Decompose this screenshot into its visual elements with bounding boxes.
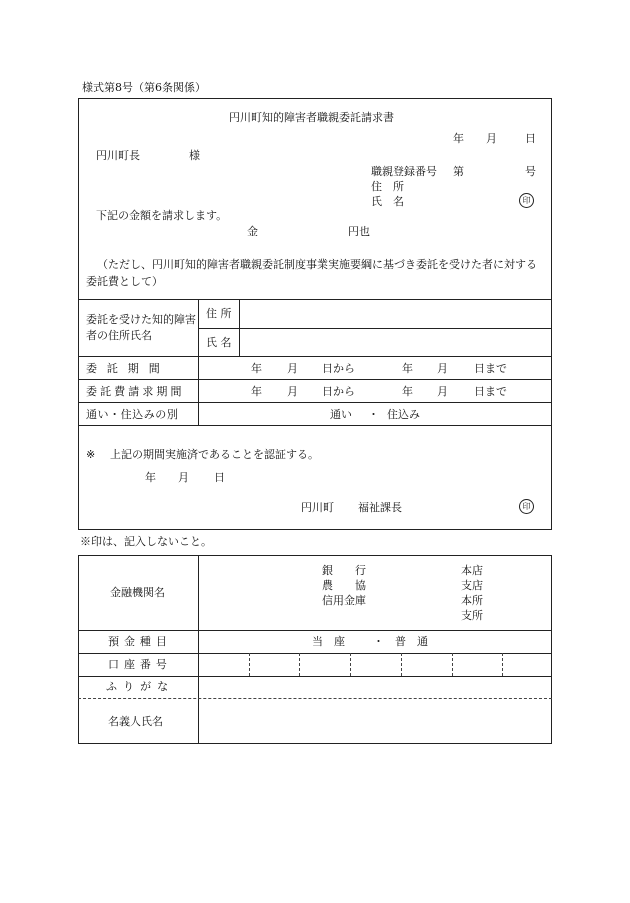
date-month: 月 [486, 132, 497, 145]
account-holder-label: 名義人氏名 [108, 715, 163, 728]
account-digit-separator [452, 653, 453, 676]
commute-label: 通い・住込みの別 [86, 408, 179, 421]
period-label: 委託期間 [86, 362, 170, 375]
deposit-type-label: 預金種目 [108, 635, 172, 648]
branch-head: 本店 [461, 564, 483, 577]
account-digit-separator [249, 653, 250, 676]
divider [78, 356, 552, 357]
footnote: ※印は、記入しないこと。 [80, 535, 212, 548]
certification-month: 月 [178, 471, 189, 484]
account-number-label: 口座番号 [108, 658, 172, 671]
seal-mark [519, 193, 534, 208]
deposit-option-ordinary: 普 通 [395, 635, 428, 648]
institution-label: 金融機関名 [110, 586, 165, 599]
certification-day: 日 [214, 471, 225, 484]
divider [78, 425, 552, 426]
client-name-label: 氏 名 [206, 336, 232, 349]
commute-option-commute: 通い [330, 408, 352, 421]
certification-title: 福祉課長 [358, 501, 402, 514]
client-label: 委託を受けた知的障害者の住所氏名 [86, 313, 196, 342]
divider [78, 676, 552, 677]
deposit-separator: ・ [373, 635, 384, 648]
name-label: 氏 名 [371, 195, 404, 208]
divider [78, 653, 552, 654]
amount-unit: 円也 [348, 225, 370, 238]
account-digit-separator [502, 653, 503, 676]
account-digit-separator [350, 653, 351, 676]
seal-icon: 印 [519, 499, 534, 514]
column-divider [239, 299, 240, 356]
date-day: 日 [525, 132, 536, 145]
certification-year: 年 [145, 471, 156, 484]
form-number: 様式第8号（第6条関係） [82, 81, 206, 94]
honorific: 様 [189, 149, 200, 162]
branch-sub-office: 支所 [461, 609, 483, 622]
divider [78, 379, 552, 380]
document-title: 円川町知的障害者職親委託請求書 [229, 111, 394, 124]
billing-from-year: 年 [251, 385, 262, 398]
period-to-month: 月 [437, 362, 448, 375]
billing-from-day: 日から [322, 385, 355, 398]
period-from-day: 日から [322, 362, 355, 375]
billing-to-day: 日まで [474, 385, 507, 398]
amount-label: 金 [247, 225, 258, 238]
certification-text: 上記の期間実施済であることを認証する。 [110, 448, 319, 461]
billing-to-year: 年 [402, 385, 413, 398]
column-divider [198, 555, 199, 744]
client-address-label: 住 所 [206, 307, 232, 320]
certification-seal [519, 499, 534, 514]
branch-main-office: 本所 [461, 594, 483, 607]
period-to-year: 年 [402, 362, 413, 375]
seal-icon: 印 [519, 193, 534, 208]
certification-mark: ※ [86, 448, 96, 461]
registration-prefix: 第 [453, 165, 464, 178]
bank-type-agri: 農 協 [322, 579, 366, 592]
branch-branch: 支店 [461, 579, 483, 592]
column-divider [198, 299, 199, 425]
registration-suffix: 号 [525, 165, 536, 178]
bank-type-bank: 銀 行 [322, 564, 366, 577]
divider [78, 630, 552, 631]
billing-to-month: 月 [437, 385, 448, 398]
divider [78, 402, 552, 403]
billing-period-label: 委託費請求期間 [86, 385, 185, 398]
addressee: 円川町長 [96, 149, 140, 162]
account-digit-separator [299, 653, 300, 676]
date-year: 年 [453, 132, 464, 145]
request-note: （ただし、円川町知的障害者職親委託制度事業実施要綱に基づき委託を受けた者に対する委託費として） [86, 258, 537, 288]
period-to-day: 日まで [474, 362, 507, 375]
period-from-month: 月 [287, 362, 298, 375]
billing-from-month: 月 [287, 385, 298, 398]
divider [198, 328, 552, 329]
commute-separator: ・ [368, 408, 379, 421]
furigana-label: ふりがな [106, 680, 175, 693]
certification-town: 円川町 [301, 501, 334, 514]
deposit-option-current: 当 座 [312, 635, 345, 648]
account-digit-separator [401, 653, 402, 676]
registration-label: 職親登録番号 [371, 165, 437, 178]
address-label: 住 所 [371, 180, 404, 193]
dashed-divider [78, 698, 552, 699]
request-text: 下記の金額を請求します。 [96, 209, 228, 222]
divider [78, 299, 552, 300]
bank-type-credit: 信用金庫 [322, 594, 366, 607]
period-from-year: 年 [251, 362, 262, 375]
commute-option-live-in: 住込み [387, 408, 420, 421]
